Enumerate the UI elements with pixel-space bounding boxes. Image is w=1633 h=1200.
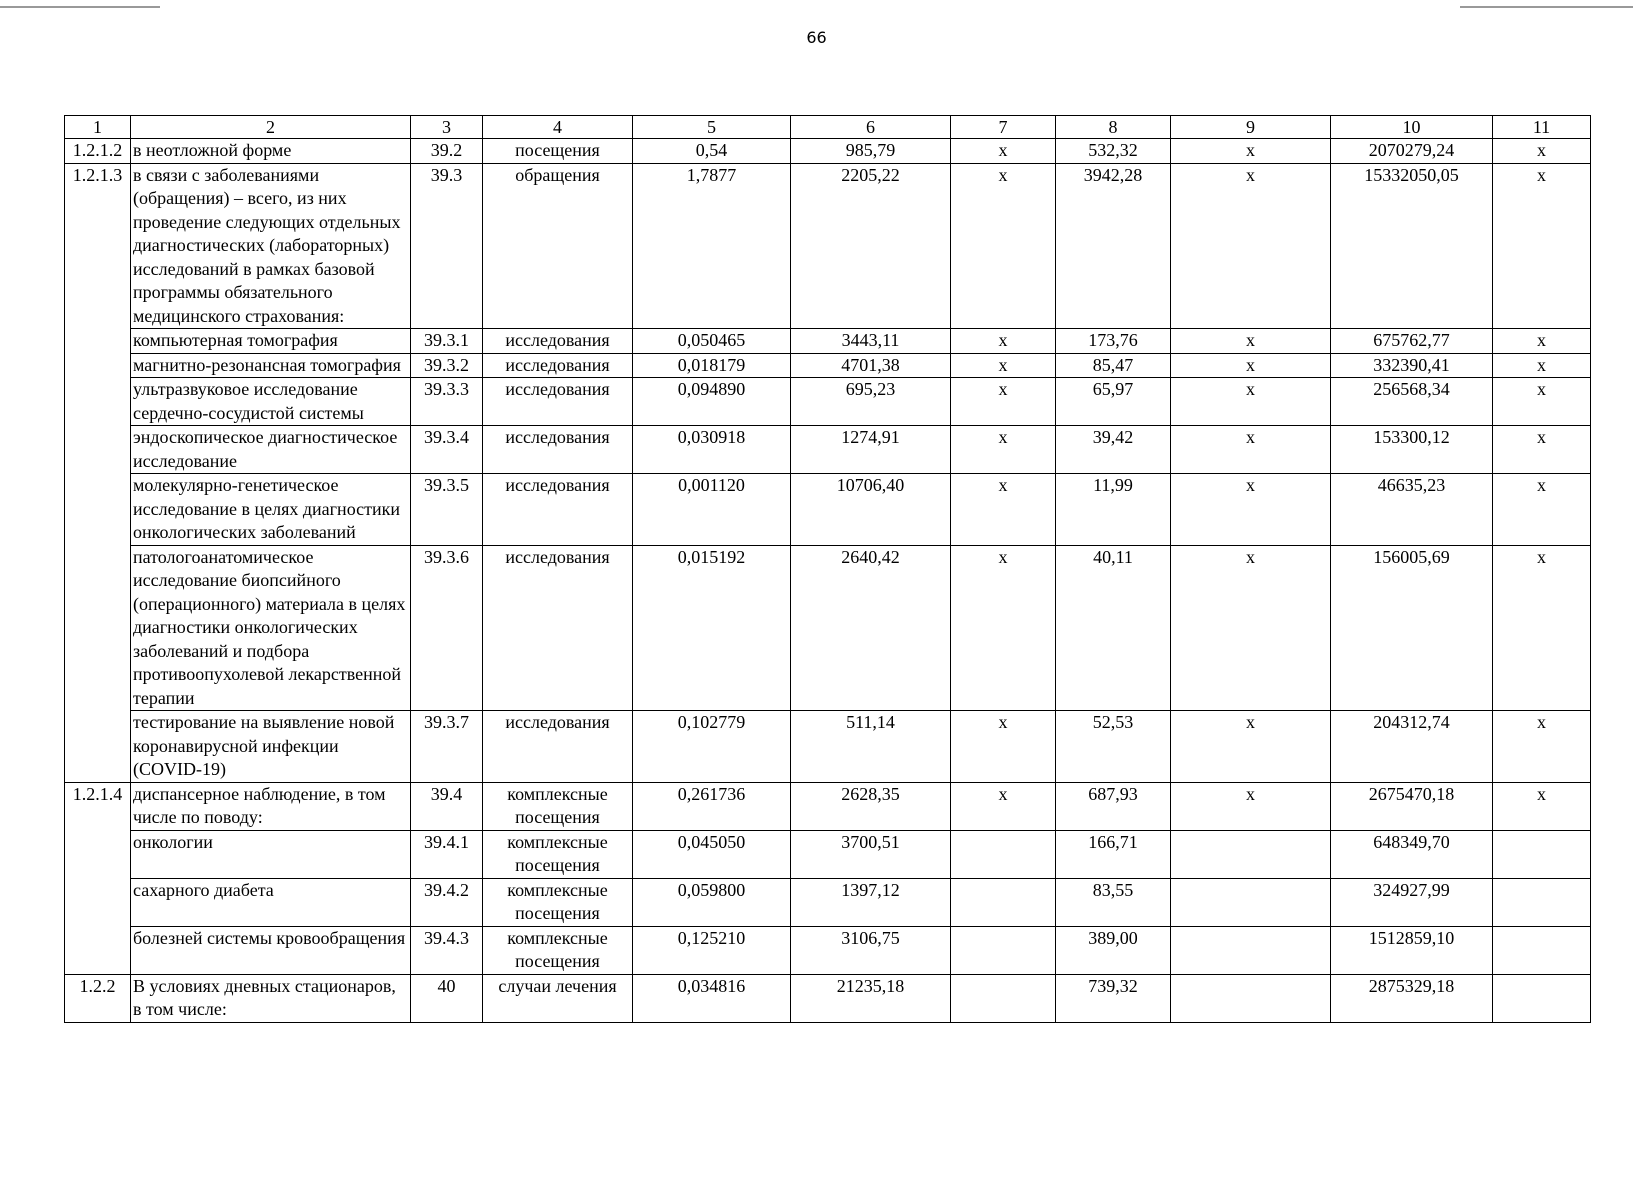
value-cell: х	[1493, 711, 1591, 783]
description-cell: тестирование на выявление новой коронавирусной инфекции (COVID-19)	[131, 711, 411, 783]
value-cell: 332390,41	[1331, 353, 1493, 378]
line-number-cell: 39.2	[411, 139, 483, 164]
value-cell: х	[951, 474, 1056, 546]
unit-cell: обращения	[483, 163, 633, 329]
table-row	[65, 782, 1591, 830]
value-cell: 0,54	[633, 139, 791, 164]
table-row	[65, 711, 1591, 783]
scan-edge-line-right	[1460, 6, 1633, 8]
column-header: 3	[411, 116, 483, 139]
value-cell: х	[1493, 163, 1591, 329]
value-cell: 675762,77	[1331, 329, 1493, 354]
value-cell: 204312,74	[1331, 711, 1493, 783]
column-header: 6	[791, 116, 951, 139]
value-cell	[951, 926, 1056, 974]
line-number-cell: 39.4	[411, 782, 483, 830]
value-cell	[1493, 878, 1591, 926]
column-header: 2	[131, 116, 411, 139]
value-cell: 0,102779	[633, 711, 791, 783]
unit-cell: исследования	[483, 353, 633, 378]
value-cell: х	[1493, 474, 1591, 546]
value-cell: х	[1171, 474, 1331, 546]
description-cell: компьютерная томография	[131, 329, 411, 354]
value-cell: х	[1493, 426, 1591, 474]
value-cell: 0,261736	[633, 782, 791, 830]
column-header: 4	[483, 116, 633, 139]
table-row	[65, 545, 1591, 711]
value-cell: х	[1493, 782, 1591, 830]
value-cell: 2628,35	[791, 782, 951, 830]
table-row	[65, 163, 1591, 329]
value-cell: 52,53	[1056, 711, 1171, 783]
column-header: 11	[1493, 116, 1591, 139]
value-cell: 83,55	[1056, 878, 1171, 926]
value-cell: 0,030918	[633, 426, 791, 474]
value-cell: х	[951, 378, 1056, 426]
value-cell: 156005,69	[1331, 545, 1493, 711]
description-cell: молекулярно-генетическое исследование в целях диагностики онкологических заболеваний	[131, 474, 411, 546]
scan-edge-line-left	[0, 6, 160, 8]
description-cell: В условиях дневных стационаров, в том числе:	[131, 974, 411, 1022]
value-cell: 511,14	[791, 711, 951, 783]
value-cell: 15332050,05	[1331, 163, 1493, 329]
line-number-cell: 39.3.4	[411, 426, 483, 474]
line-number-cell: 39.3.6	[411, 545, 483, 711]
unit-cell: исследования	[483, 474, 633, 546]
value-cell: 166,71	[1056, 830, 1171, 878]
value-cell: 2205,22	[791, 163, 951, 329]
value-cell: 532,32	[1056, 139, 1171, 164]
value-cell: 1274,91	[791, 426, 951, 474]
column-header: 9	[1171, 116, 1331, 139]
column-header: 8	[1056, 116, 1171, 139]
value-cell: 687,93	[1056, 782, 1171, 830]
value-cell: х	[1493, 139, 1591, 164]
value-cell	[1493, 974, 1591, 1022]
value-cell: 0,001120	[633, 474, 791, 546]
value-cell: х	[951, 426, 1056, 474]
table-row	[65, 878, 1591, 926]
data-table	[64, 115, 1591, 1023]
value-cell: х	[951, 711, 1056, 783]
value-cell: х	[951, 353, 1056, 378]
value-cell: 46635,23	[1331, 474, 1493, 546]
value-cell: 3700,51	[791, 830, 951, 878]
description-cell: онкологии	[131, 830, 411, 878]
value-cell: 40,11	[1056, 545, 1171, 711]
value-cell: х	[951, 329, 1056, 354]
unit-cell: исследования	[483, 329, 633, 354]
section-code-cell: 1.2.2	[65, 974, 131, 1022]
line-number-cell: 39.3.5	[411, 474, 483, 546]
unit-cell: комплексные посещения	[483, 830, 633, 878]
value-cell: 2640,42	[791, 545, 951, 711]
column-header: 1	[65, 116, 131, 139]
unit-cell: исследования	[483, 545, 633, 711]
column-header: 5	[633, 116, 791, 139]
value-cell: 1512859,10	[1331, 926, 1493, 974]
value-cell: х	[1171, 711, 1331, 783]
unit-cell: случаи лечения	[483, 974, 633, 1022]
unit-cell: исследования	[483, 711, 633, 783]
value-cell: х	[1171, 426, 1331, 474]
value-cell: 256568,34	[1331, 378, 1493, 426]
value-cell: 153300,12	[1331, 426, 1493, 474]
value-cell: х	[951, 163, 1056, 329]
description-cell: патологоанатомическое исследование биопсийного (операционного) материала в целях диагностики онкологических заболеваний и подбора противоопухолевой лекарственной терапии	[131, 545, 411, 711]
description-cell: магнитно-резонансная томография	[131, 353, 411, 378]
unit-cell: исследования	[483, 378, 633, 426]
value-cell	[1171, 974, 1331, 1022]
value-cell: 0,015192	[633, 545, 791, 711]
value-cell: 1,7877	[633, 163, 791, 329]
table-row	[65, 426, 1591, 474]
value-cell: 2875329,18	[1331, 974, 1493, 1022]
description-cell: в неотложной форме	[131, 139, 411, 164]
value-cell: х	[1171, 353, 1331, 378]
value-cell: 4701,38	[791, 353, 951, 378]
value-cell: 39,42	[1056, 426, 1171, 474]
value-cell: х	[1171, 139, 1331, 164]
value-cell: 65,97	[1056, 378, 1171, 426]
value-cell: 324927,99	[1331, 878, 1493, 926]
page-number: 66	[806, 28, 827, 47]
value-cell: 0,050465	[633, 329, 791, 354]
unit-cell: комплексные посещения	[483, 926, 633, 974]
table-row	[65, 830, 1591, 878]
line-number-cell: 39.4.2	[411, 878, 483, 926]
section-code-cell: 1.2.1.2	[65, 139, 131, 164]
value-cell: 0,034816	[633, 974, 791, 1022]
value-cell: 85,47	[1056, 353, 1171, 378]
value-cell: х	[1171, 378, 1331, 426]
value-cell: 11,99	[1056, 474, 1171, 546]
description-cell: диспансерное наблюдение, в том числе по поводу:	[131, 782, 411, 830]
table-row	[65, 378, 1591, 426]
table-row	[65, 353, 1591, 378]
value-cell: х	[1493, 545, 1591, 711]
value-cell: х	[1171, 163, 1331, 329]
line-number-cell: 39.3.3	[411, 378, 483, 426]
value-cell: х	[1493, 329, 1591, 354]
value-cell: 985,79	[791, 139, 951, 164]
value-cell: 2070279,24	[1331, 139, 1493, 164]
value-cell: 695,23	[791, 378, 951, 426]
unit-cell: комплексные посещения	[483, 878, 633, 926]
description-cell: болезней системы кровообращения	[131, 926, 411, 974]
value-cell: х	[1171, 545, 1331, 711]
line-number-cell: 39.3	[411, 163, 483, 329]
description-cell: сахарного диабета	[131, 878, 411, 926]
table-row	[65, 926, 1591, 974]
column-header: 10	[1331, 116, 1493, 139]
value-cell: х	[1493, 378, 1591, 426]
description-cell: ультразвуковое исследование сердечно-сосудистой системы	[131, 378, 411, 426]
table-row	[65, 329, 1591, 354]
line-number-cell: 39.3.7	[411, 711, 483, 783]
value-cell	[951, 878, 1056, 926]
value-cell: х	[1493, 353, 1591, 378]
value-cell	[1493, 926, 1591, 974]
value-cell: 0,059800	[633, 878, 791, 926]
value-cell	[951, 974, 1056, 1022]
value-cell: 21235,18	[791, 974, 951, 1022]
unit-cell: комплексные посещения	[483, 782, 633, 830]
value-cell: х	[951, 545, 1056, 711]
table-row	[65, 974, 1591, 1022]
line-number-cell: 39.4.1	[411, 830, 483, 878]
value-cell: 1397,12	[791, 878, 951, 926]
value-cell	[1171, 830, 1331, 878]
column-header: 7	[951, 116, 1056, 139]
line-number-cell: 39.4.3	[411, 926, 483, 974]
line-number-cell: 40	[411, 974, 483, 1022]
value-cell: 0,045050	[633, 830, 791, 878]
value-cell: х	[1171, 329, 1331, 354]
value-cell: 389,00	[1056, 926, 1171, 974]
table-row	[65, 474, 1591, 546]
line-number-cell: 39.3.1	[411, 329, 483, 354]
unit-cell: исследования	[483, 426, 633, 474]
value-cell: 3106,75	[791, 926, 951, 974]
value-cell: 0,125210	[633, 926, 791, 974]
value-cell: 0,094890	[633, 378, 791, 426]
header-row	[65, 116, 1591, 139]
description-cell: эндоскопическое диагностическое исследование	[131, 426, 411, 474]
section-code-cell: 1.2.1.4	[65, 782, 131, 974]
description-cell: в связи с заболеваниями (обращения) – всего, из них проведение следующих отдельных диагностических (лабораторных) исследований в рамках базовой программы обязательного медицинского страхования:	[131, 163, 411, 329]
value-cell: х	[1171, 782, 1331, 830]
value-cell: 739,32	[1056, 974, 1171, 1022]
line-number-cell: 39.3.2	[411, 353, 483, 378]
value-cell: 3443,11	[791, 329, 951, 354]
value-cell: 648349,70	[1331, 830, 1493, 878]
value-cell	[1171, 926, 1331, 974]
value-cell: 2675470,18	[1331, 782, 1493, 830]
value-cell: х	[951, 782, 1056, 830]
section-code-cell: 1.2.1.3	[65, 163, 131, 782]
value-cell: х	[951, 139, 1056, 164]
table-row	[65, 139, 1591, 164]
value-cell: 0,018179	[633, 353, 791, 378]
value-cell: 3942,28	[1056, 163, 1171, 329]
value-cell: 173,76	[1056, 329, 1171, 354]
value-cell	[951, 830, 1056, 878]
unit-cell: посещения	[483, 139, 633, 164]
value-cell	[1171, 878, 1331, 926]
value-cell: 10706,40	[791, 474, 951, 546]
value-cell	[1493, 830, 1591, 878]
